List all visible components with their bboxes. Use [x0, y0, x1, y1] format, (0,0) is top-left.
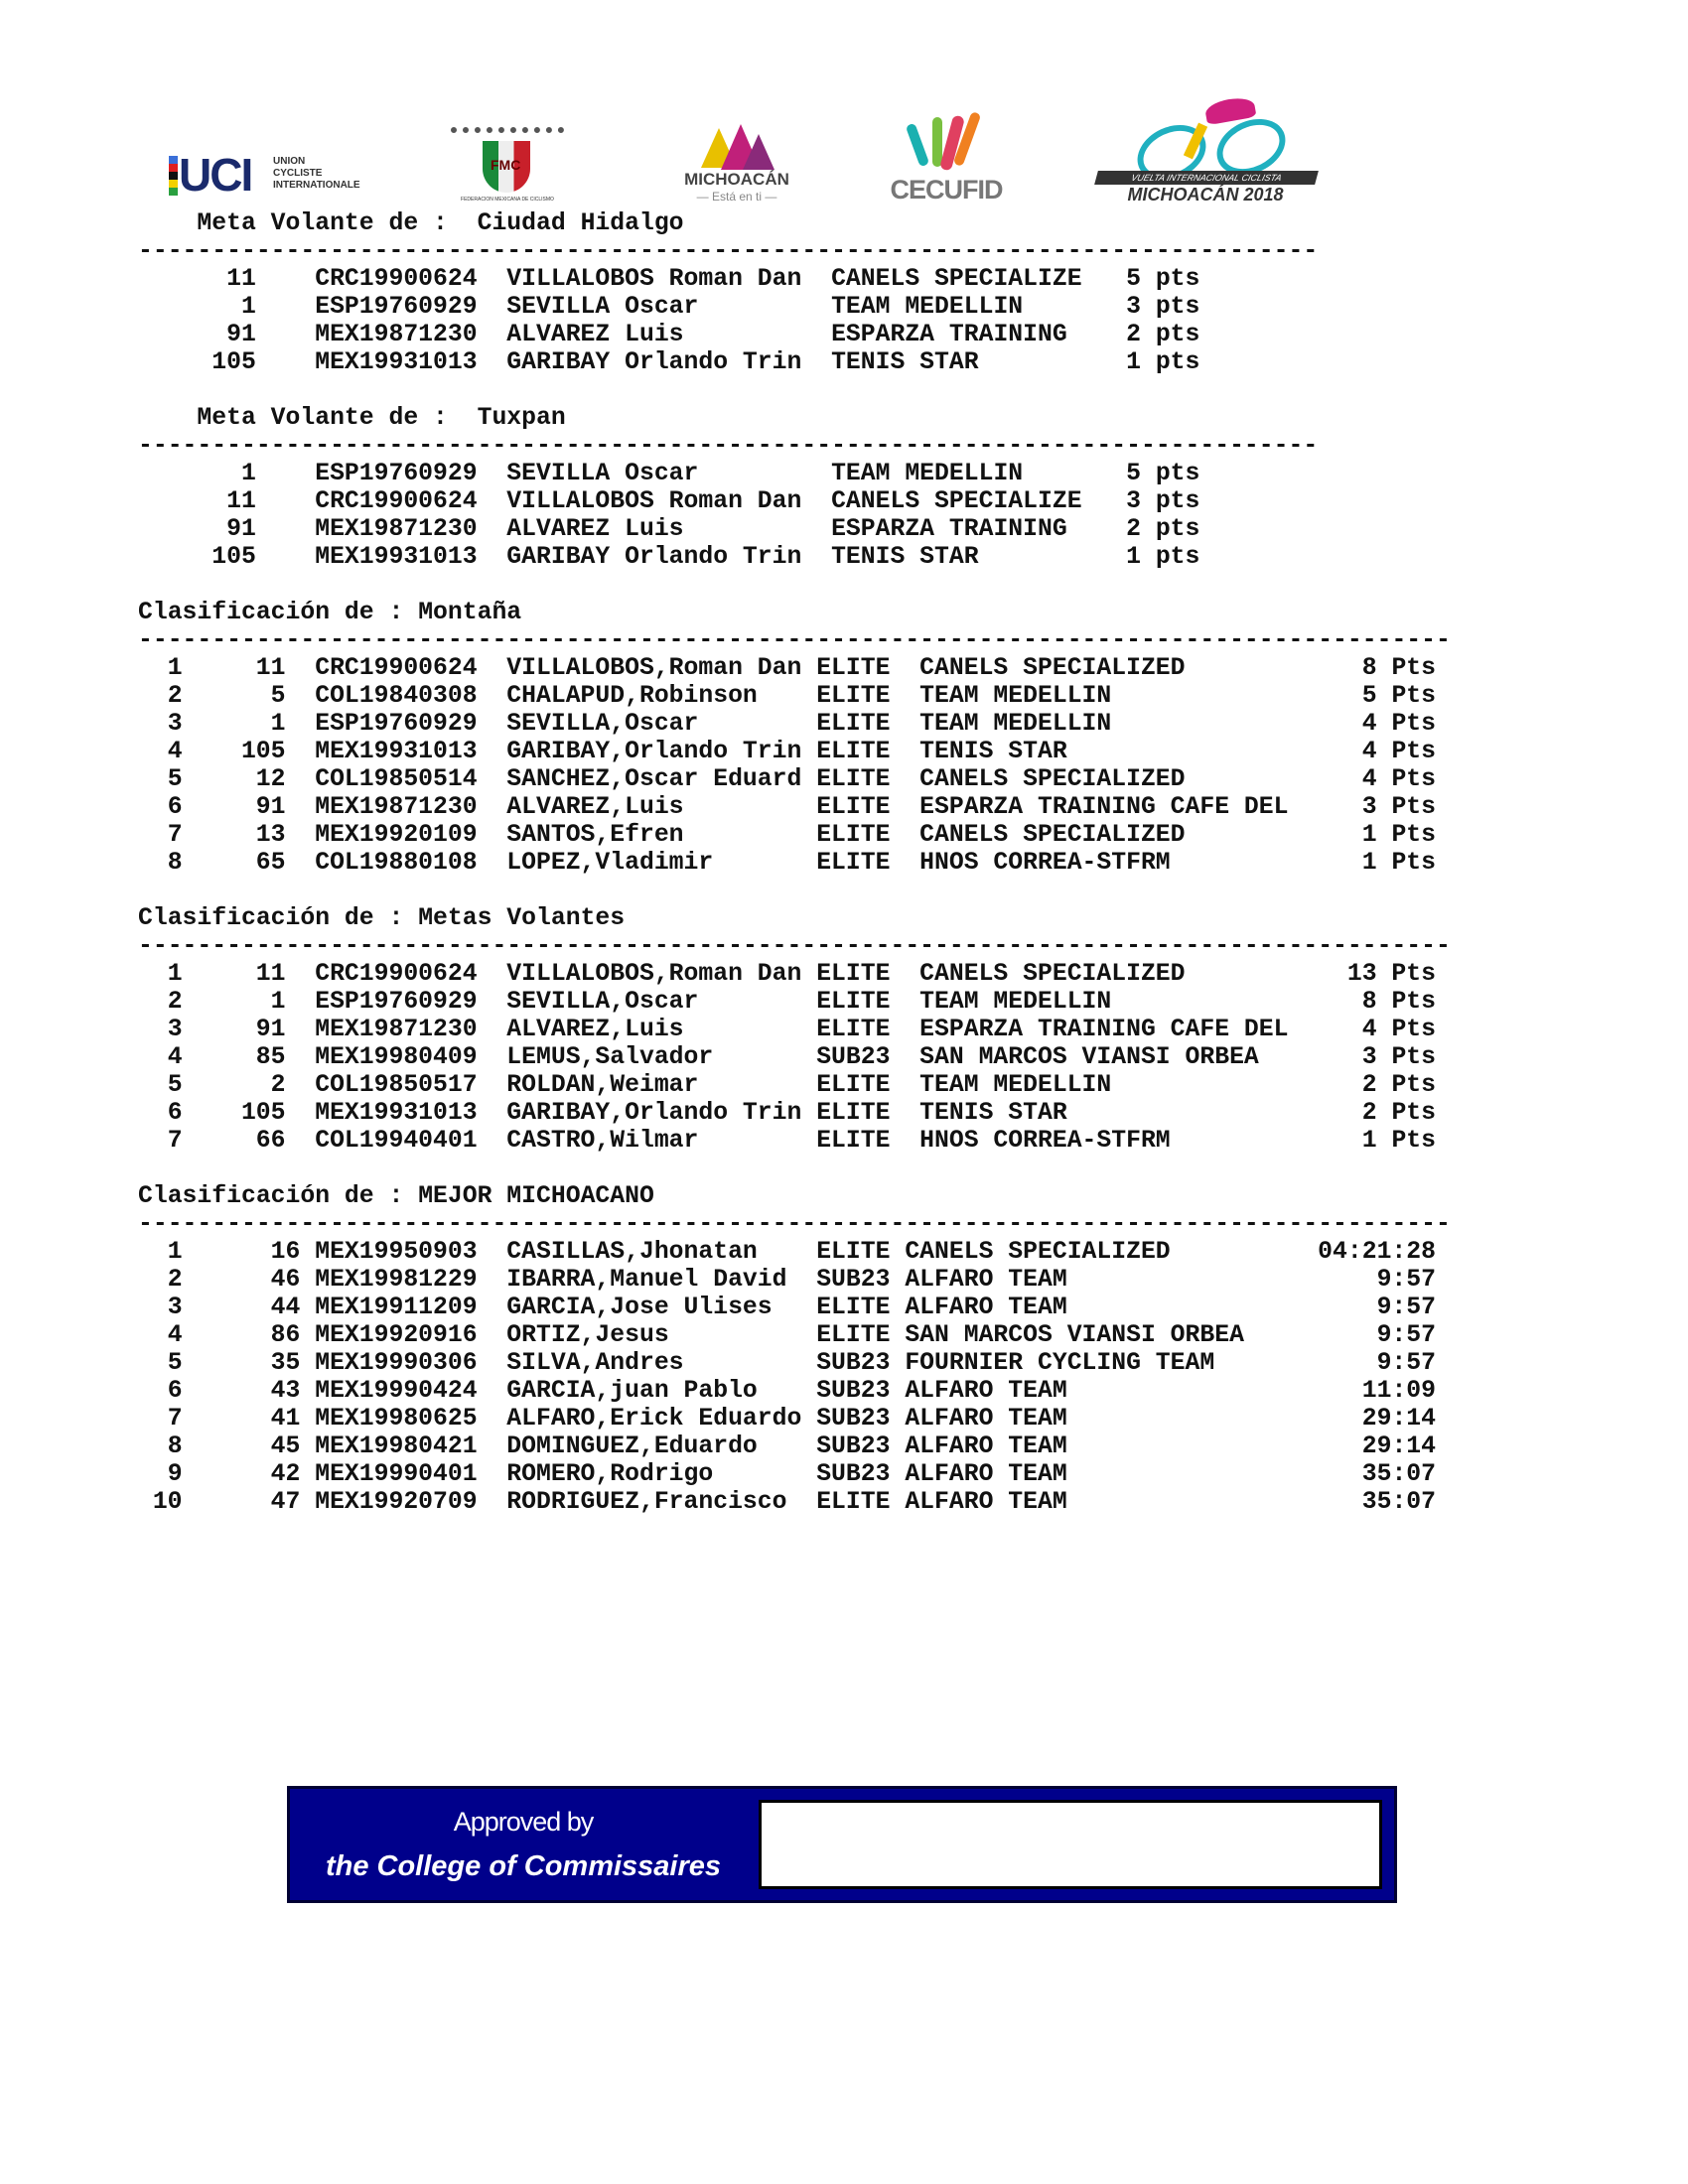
table-row — [138, 710, 1451, 738]
rider-name: CASILLAS,Jhonatan — [506, 1238, 758, 1266]
category: ELITE — [816, 738, 891, 765]
team: CANELS SPECIALIZED — [905, 1238, 1171, 1266]
uci-id: MEX19980625 — [315, 1405, 478, 1433]
rank: 2 — [167, 1266, 183, 1294]
table-row — [138, 1321, 1451, 1349]
team: HNOS CORREA-STFRM — [919, 1127, 1171, 1155]
team: CANELS SPECIALIZED — [919, 821, 1186, 849]
uci-id: COL19850517 — [315, 1071, 478, 1099]
rider-name: ALVAREZ Luis — [506, 515, 684, 543]
table-row — [138, 1433, 1451, 1460]
rider-name: IBARRA,Manuel David — [506, 1266, 787, 1294]
points: 4 Pts — [1361, 765, 1436, 793]
points: 1 pts — [1126, 348, 1200, 376]
vuelta-michoacan-logo — [1086, 97, 1325, 206]
uci-id: COL19850514 — [315, 765, 478, 793]
rider-name: DOMINGUEZ,Eduardo — [506, 1433, 758, 1460]
team: ALFARO TEAM — [905, 1488, 1067, 1516]
approval-box — [287, 1786, 1397, 1903]
table-row — [138, 960, 1451, 988]
rider-name: CASTRO,Wilmar — [506, 1127, 699, 1155]
uci-id: MEX19871230 — [315, 321, 478, 348]
section-title-text: Clasificación de : MEJOR MICHOACANO — [138, 1182, 654, 1210]
table-row — [138, 321, 1451, 348]
team: ALFARO TEAM — [905, 1266, 1067, 1294]
category: SUB23 — [816, 1460, 891, 1488]
table-row — [138, 1294, 1451, 1321]
cecufid-logo-mark: CECUFID — [890, 175, 1003, 205]
bib: 44 — [270, 1294, 301, 1321]
points: 4 Pts — [1361, 710, 1436, 738]
bib: 43 — [270, 1377, 301, 1405]
bib: 13 — [255, 821, 286, 849]
table-row — [138, 738, 1451, 765]
points: 8 Pts — [1361, 988, 1436, 1016]
bib: 1 — [270, 710, 286, 738]
rank: 2 — [167, 988, 183, 1016]
bib: 11 — [226, 265, 256, 293]
bib: 47 — [270, 1488, 301, 1516]
category: SUB23 — [816, 1433, 891, 1460]
team: TEAM MEDELLIN — [831, 460, 1024, 487]
bib: 1 — [240, 293, 256, 321]
team: TEAM MEDELLIN — [919, 682, 1112, 710]
table-row — [138, 1127, 1451, 1155]
team: CANELS SPECIALIZE — [831, 487, 1082, 515]
table-row — [138, 1405, 1451, 1433]
results-section — [138, 599, 1451, 904]
rank: 3 — [167, 1016, 183, 1043]
michoacan-logo-sub: — Está en ti — — [696, 190, 777, 204]
uci-id: MEX19980409 — [315, 1043, 478, 1071]
uci-id: MEX19980421 — [315, 1433, 478, 1460]
time: 04:21:28 — [1318, 1238, 1436, 1266]
section-title — [138, 599, 1451, 626]
category: ELITE — [816, 793, 891, 821]
category: ELITE — [816, 765, 891, 793]
blank-line — [138, 877, 1451, 904]
rider-name: SEVILLA,Oscar — [506, 710, 699, 738]
blank-line — [138, 1155, 1451, 1182]
rider-name: SANCHEZ,Oscar Eduard — [506, 765, 802, 793]
table-row — [138, 515, 1451, 543]
points: 2 Pts — [1361, 1099, 1436, 1127]
uci-sub-3: INTERNATIONALE — [273, 180, 360, 191]
rider-name: ORTIZ,Jesus — [506, 1321, 669, 1349]
points: 5 Pts — [1361, 682, 1436, 710]
section-divider: ----------------------------------------------------------------------------------------- — [138, 932, 1451, 960]
section-title — [138, 1182, 1451, 1210]
michoacan-logo-mark: MICHOACÁN — [684, 170, 789, 189]
category: ELITE — [816, 1321, 891, 1349]
rank: 7 — [167, 1127, 183, 1155]
uci-id: MEX19931013 — [315, 738, 478, 765]
team: ESPARZA TRAINING — [831, 515, 1067, 543]
table-row — [138, 460, 1451, 487]
time: 29:14 — [1361, 1433, 1436, 1460]
category: ELITE — [816, 1127, 891, 1155]
rider-name: GARCIA,juan Pablo — [506, 1377, 758, 1405]
rank: 5 — [167, 765, 183, 793]
vuelta-logo-line2: MICHOACÁN 2018 — [1127, 185, 1284, 205]
team: CANELS SPECIALIZED — [919, 765, 1186, 793]
uci-sub-2: CYCLISTE — [273, 168, 323, 179]
uci-id: ESP19760929 — [315, 293, 478, 321]
uci-logo-mark: UCI — [179, 149, 252, 201]
bib: 5 — [270, 682, 286, 710]
approved-by-label: Approved by — [453, 1807, 594, 1837]
time: 9:57 — [1376, 1349, 1436, 1377]
rider-name: LEMUS,Salvador — [506, 1043, 714, 1071]
rider-name: VILLALOBOS Roman Dan — [506, 487, 802, 515]
bib: 11 — [255, 960, 286, 988]
bib: 45 — [270, 1433, 301, 1460]
table-row — [138, 821, 1451, 849]
points: 13 Pts — [1346, 960, 1436, 988]
uci-id: CRC19900624 — [315, 487, 478, 515]
bib: 85 — [255, 1043, 286, 1071]
uci-id: ESP19760929 — [315, 710, 478, 738]
category: ELITE — [816, 960, 891, 988]
team: ALFARO TEAM — [905, 1433, 1067, 1460]
category: ELITE — [816, 1238, 891, 1266]
rider-name: ALVAREZ Luis — [506, 321, 684, 348]
time: 9:57 — [1376, 1294, 1436, 1321]
table-row — [138, 654, 1451, 682]
team: TENIS STAR — [831, 543, 979, 571]
uci-id: MEX19981229 — [315, 1266, 478, 1294]
uci-id: MEX19990306 — [315, 1349, 478, 1377]
rider-name: VILLALOBOS Roman Dan — [506, 265, 802, 293]
rider-name: GARIBAY Orlando Trin — [506, 543, 802, 571]
team: CANELS SPECIALIZED — [919, 960, 1186, 988]
category: ELITE — [816, 849, 891, 877]
michoacan-logo — [675, 124, 798, 208]
results-section — [138, 904, 1451, 1182]
rank: 4 — [167, 738, 183, 765]
points: 1 pts — [1126, 543, 1200, 571]
rider-name: LOPEZ,Vladimir — [506, 849, 714, 877]
rider-name: GARIBAY,Orlando Trin — [506, 738, 802, 765]
bib: 86 — [270, 1321, 301, 1349]
time: 35:07 — [1361, 1488, 1436, 1516]
team: SAN MARCOS VIANSI ORBEA — [905, 1321, 1244, 1349]
results-section — [138, 209, 1451, 404]
rider-name: ROLDAN,Weimar — [506, 1071, 699, 1099]
uci-id: MEX19931013 — [315, 348, 478, 376]
uci-id: MEX19990424 — [315, 1377, 478, 1405]
category: ELITE — [816, 710, 891, 738]
points: 3 pts — [1126, 487, 1200, 515]
team: SAN MARCOS VIANSI ORBEA — [919, 1043, 1259, 1071]
bib: 91 — [226, 321, 256, 348]
uci-id: MEX19920709 — [315, 1488, 478, 1516]
section-divider: ----------------------------------------------------------------------------------------- — [138, 1210, 1451, 1238]
category: ELITE — [816, 682, 891, 710]
points: 5 pts — [1126, 265, 1200, 293]
rider-name: ALVAREZ,Luis — [506, 1016, 684, 1043]
section-title-text: Meta Volante de : Tuxpan — [197, 404, 566, 432]
bib: 42 — [270, 1460, 301, 1488]
category: ELITE — [816, 1488, 891, 1516]
rank: 4 — [167, 1321, 183, 1349]
section-divider: -------------------------------------------------------------------------------- — [138, 432, 1319, 460]
rank: 7 — [167, 821, 183, 849]
rank: 1 — [167, 1238, 183, 1266]
bib: 11 — [226, 487, 256, 515]
table-row — [138, 1043, 1451, 1071]
table-row — [138, 765, 1451, 793]
uci-id: MEX19950903 — [315, 1238, 478, 1266]
uci-id: COL19880108 — [315, 849, 478, 877]
category: ELITE — [816, 1294, 891, 1321]
table-row — [138, 682, 1451, 710]
rank: 6 — [167, 793, 183, 821]
college-of-commissaires-label: the College of Commissaires — [325, 1850, 722, 1882]
fmc-logo-sub: FEDERACION MEXICANA DE CICLISMO — [461, 197, 554, 203]
results-section — [138, 1182, 1451, 1516]
rider-name: RODRIGUEZ,Francisco — [506, 1488, 787, 1516]
time: 9:57 — [1376, 1266, 1436, 1294]
section-title — [138, 904, 1451, 932]
points: 5 pts — [1126, 460, 1200, 487]
rider-name: GARIBAY Orlando Trin — [506, 348, 802, 376]
team: CANELS SPECIALIZED — [919, 654, 1186, 682]
points: 2 pts — [1126, 515, 1200, 543]
team: CANELS SPECIALIZE — [831, 265, 1082, 293]
time: 11:09 — [1361, 1377, 1436, 1405]
table-row — [138, 1238, 1451, 1266]
uci-id: MEX19920109 — [315, 821, 478, 849]
team: HNOS CORREA-STFRM — [919, 849, 1171, 877]
category: SUB23 — [816, 1405, 891, 1433]
rank: 10 — [152, 1488, 183, 1516]
uci-id: CRC19900624 — [315, 960, 478, 988]
rank: 3 — [167, 710, 183, 738]
table-row — [138, 265, 1451, 293]
team: ESPARZA TRAINING CAFE DEL — [919, 793, 1289, 821]
rank: 3 — [167, 1294, 183, 1321]
table-row — [138, 348, 1451, 376]
table-row — [138, 1099, 1451, 1127]
uci-id: COL19940401 — [315, 1127, 478, 1155]
bib: 105 — [211, 348, 256, 376]
points: 2 Pts — [1361, 1071, 1436, 1099]
category: ELITE — [816, 1099, 891, 1127]
table-row — [138, 849, 1451, 877]
rider-name: CHALAPUD,Robinson — [506, 682, 758, 710]
uci-id: MEX19871230 — [315, 1016, 478, 1043]
section-title — [138, 209, 1451, 237]
bib: 105 — [240, 738, 286, 765]
blank-line — [138, 571, 1451, 599]
table-row — [138, 1266, 1451, 1294]
bib: 46 — [270, 1266, 301, 1294]
uci-id: MEX19931013 — [315, 1099, 478, 1127]
bib: 1 — [240, 460, 256, 487]
rank: 4 — [167, 1043, 183, 1071]
uci-id: MEX19990401 — [315, 1460, 478, 1488]
rank: 1 — [167, 654, 183, 682]
time: 29:14 — [1361, 1405, 1436, 1433]
bib: 41 — [270, 1405, 301, 1433]
team: FOURNIER CYCLING TEAM — [905, 1349, 1215, 1377]
uci-id: CRC19900624 — [315, 654, 478, 682]
points: 1 Pts — [1361, 821, 1436, 849]
rider-name: SANTOS,Efren — [506, 821, 684, 849]
table-row — [138, 543, 1451, 571]
team: TEAM MEDELLIN — [919, 710, 1112, 738]
category: ELITE — [816, 1016, 891, 1043]
points: 1 Pts — [1361, 1127, 1436, 1155]
bib: 66 — [255, 1127, 286, 1155]
section-title-text: Clasificación de : Metas Volantes — [138, 904, 626, 932]
time: 35:07 — [1361, 1460, 1436, 1488]
blank-line — [138, 376, 1451, 404]
bib: 16 — [270, 1238, 301, 1266]
team: ALFARO TEAM — [905, 1405, 1067, 1433]
table-row — [138, 1377, 1451, 1405]
table-row — [138, 1016, 1451, 1043]
section-title-text: Clasificación de : Montaña — [138, 599, 522, 626]
team: ESPARZA TRAINING — [831, 321, 1067, 348]
results-section — [138, 404, 1451, 599]
rider-name: SEVILLA,Oscar — [506, 988, 699, 1016]
uci-id: ESP19760929 — [315, 460, 478, 487]
points: 8 Pts — [1361, 654, 1436, 682]
uci-id: COL19840308 — [315, 682, 478, 710]
bib: 91 — [226, 515, 256, 543]
bib: 35 — [270, 1349, 301, 1377]
cecufid-logo — [883, 107, 1010, 210]
category: ELITE — [816, 988, 891, 1016]
rider-name: VILLALOBOS,Roman Dan — [506, 960, 802, 988]
fmc-logo-mark: FMC — [491, 157, 521, 173]
table-row — [138, 1488, 1451, 1516]
rank: 5 — [167, 1349, 183, 1377]
uci-sub-1: UNION — [273, 156, 306, 167]
rank: 7 — [167, 1405, 183, 1433]
results-report — [138, 209, 1451, 1516]
table-row — [138, 1071, 1451, 1099]
category: SUB23 — [816, 1043, 891, 1071]
rider-name: ROMERO,Rodrigo — [506, 1460, 714, 1488]
bib: 12 — [255, 765, 286, 793]
team: TEAM MEDELLIN — [919, 1071, 1112, 1099]
section-divider: -------------------------------------------------------------------------------- — [138, 237, 1319, 265]
category: ELITE — [816, 654, 891, 682]
rider-name: GARIBAY,Orlando Trin — [506, 1099, 802, 1127]
fmc-logo — [441, 127, 574, 208]
team: TENIS STAR — [831, 348, 979, 376]
time: 9:57 — [1376, 1321, 1436, 1349]
rider-name: VILLALOBOS,Roman Dan — [506, 654, 802, 682]
rank: 6 — [167, 1099, 183, 1127]
rank: 8 — [167, 849, 183, 877]
category: ELITE — [816, 821, 891, 849]
uci-id: MEX19911209 — [315, 1294, 478, 1321]
table-row — [138, 988, 1451, 1016]
rank: 6 — [167, 1377, 183, 1405]
bib: 91 — [255, 1016, 286, 1043]
table-row — [138, 293, 1451, 321]
rank: 1 — [167, 960, 183, 988]
rank: 5 — [167, 1071, 183, 1099]
team: ALFARO TEAM — [905, 1460, 1067, 1488]
rider-name: ALVAREZ,Luis — [506, 793, 684, 821]
points: 1 Pts — [1361, 849, 1436, 877]
points: 4 Pts — [1361, 1016, 1436, 1043]
bib: 105 — [211, 543, 256, 571]
rank: 2 — [167, 682, 183, 710]
points: 3 pts — [1126, 293, 1200, 321]
team: ESPARZA TRAINING CAFE DEL — [919, 1016, 1289, 1043]
rider-name: GARCIA,Jose Ulises — [506, 1294, 773, 1321]
bib: 91 — [255, 793, 286, 821]
bib: 1 — [270, 988, 286, 1016]
table-row — [138, 1460, 1451, 1488]
section-title-text: Meta Volante de : Ciudad Hidalgo — [197, 209, 684, 237]
points: 2 pts — [1126, 321, 1200, 348]
table-row — [138, 1349, 1451, 1377]
uci-id: MEX19871230 — [315, 515, 478, 543]
category: SUB23 — [816, 1377, 891, 1405]
team: TENIS STAR — [919, 738, 1067, 765]
bib: 65 — [255, 849, 286, 877]
team: TENIS STAR — [919, 1099, 1067, 1127]
points: 3 Pts — [1361, 793, 1436, 821]
bib: 105 — [240, 1099, 286, 1127]
category: SUB23 — [816, 1349, 891, 1377]
uci-id: MEX19871230 — [315, 793, 478, 821]
points: 3 Pts — [1361, 1043, 1436, 1071]
vuelta-logo-line1: VUELTA INTERNACIONAL CICLISTA — [1094, 171, 1319, 185]
category: ELITE — [816, 1071, 891, 1099]
team: TEAM MEDELLIN — [831, 293, 1024, 321]
team: ALFARO TEAM — [905, 1294, 1067, 1321]
points: 4 Pts — [1361, 738, 1436, 765]
uci-id: ESP19760929 — [315, 988, 478, 1016]
uci-id: MEX19920916 — [315, 1321, 478, 1349]
rank: 8 — [167, 1433, 183, 1460]
rider-name: SEVILLA Oscar — [506, 460, 699, 487]
rider-name: SILVA,Andres — [506, 1349, 684, 1377]
uci-id: MEX19931013 — [315, 543, 478, 571]
bib: 2 — [270, 1071, 286, 1099]
rank: 9 — [167, 1460, 183, 1488]
team: TEAM MEDELLIN — [919, 988, 1112, 1016]
team: ALFARO TEAM — [905, 1377, 1067, 1405]
section-title — [138, 404, 1451, 432]
rider-name: SEVILLA Oscar — [506, 293, 699, 321]
uci-id: CRC19900624 — [315, 265, 478, 293]
rider-name: ALFARO,Erick Eduardo — [506, 1405, 802, 1433]
table-row — [138, 487, 1451, 515]
bib: 11 — [255, 654, 286, 682]
category: SUB23 — [816, 1266, 891, 1294]
uci-logo — [169, 149, 360, 202]
signature-field[interactable] — [759, 1800, 1382, 1889]
table-row — [138, 793, 1451, 821]
section-divider: ----------------------------------------------------------------------------------------- — [138, 626, 1451, 654]
